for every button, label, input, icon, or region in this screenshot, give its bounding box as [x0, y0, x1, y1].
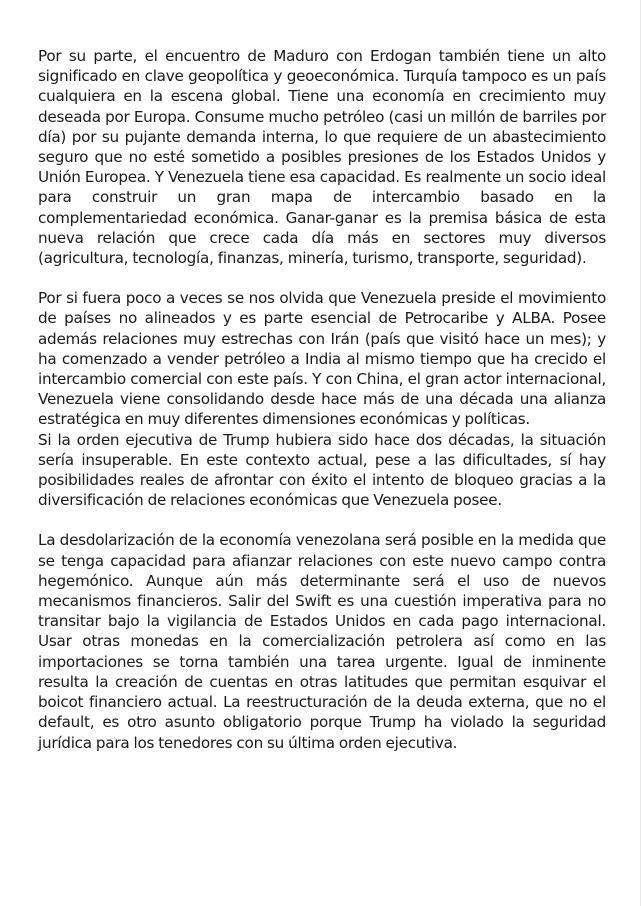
- article-body: [38, 46, 606, 753]
- paragraph-executive-order: Si la orden ejecutiva de Trump hubiera sido hace dos décadas, la situación sería insuperable. En este contexto actual, pese a las dificultades, sí hay posibilidades reales de afrontar con éxito el intento de bloqueo gracias a la diversificación de relaciones económicas que Venezuela posee.: [38, 430, 606, 510]
- paragraph-turkey: Por su parte, el encuentro de Maduro con Erdogan también tiene un alto significado en clave geopolítica y geoeconómica. Turquía tampoco es un país cualquiera en la escena global. Tiene una economía en crecimiento muy deseada por Europa. Consume mucho petróleo (casi un millón de barriles por día) por su pujante demanda interna, lo que requiere de un abastecimiento seguro que no esté sometido a posibles presiones de los Estados Unidos y Unión Europea. Y Venezuela tiene esa capacidad. Es realmente un socio ideal para construir un gran mapa de intercambio basado en la complementariedad económica. Ganar-ganar es la premisa básica de esta nueva relación que crece cada día más en sectores muy diversos (agricultura, tecnología, finanzas, minería, turismo, transporte, seguridad).: [38, 47, 606, 268]
- paragraph-dedollarization: La desdolarización de la economía venezolana será posible en la medida que se tenga capacidad para afianzar relaciones con este nuevo campo contra hegemónico. Aunque aún más determinante será el uso de nuevos mecanismos financieros. Salir del Swift es una cuestión imperativa para no transitar bajo la vigilancia de Estados Unidos en cada pago internacional. Usar otras monedas en la comercialización petrolera así como en las importaciones se torna también una tarea urgente. Igual de inminente resulta la creación de cuentas en otras latitudes que permitan esquivar el boicot financiero actual. La reestructuración de la deuda externa, que no el default, es otro asunto obligatorio porque Trump ha violado la seguridad jurídica para los tenedores con su última orden ejecutiva.: [38, 531, 606, 752]
- paragraph-alliances: Por si fuera poco a veces se nos olvida que Venezuela preside el movimiento de países no alineados y es parte esencial de Petrocaribe y ALBA. Posee además relaciones muy estrechas con Irán (país que visitó hace un mes); y ha comenzado a vender petróleo a India al mismo tiempo que ha crecido el intercambio comercial con este país. Y con China, el gran actor internacional, Venezuela viene consolidando desde hace más de una década una alianza estratégica en muy diferentes dimensiones económicas y políticas.: [38, 289, 606, 429]
